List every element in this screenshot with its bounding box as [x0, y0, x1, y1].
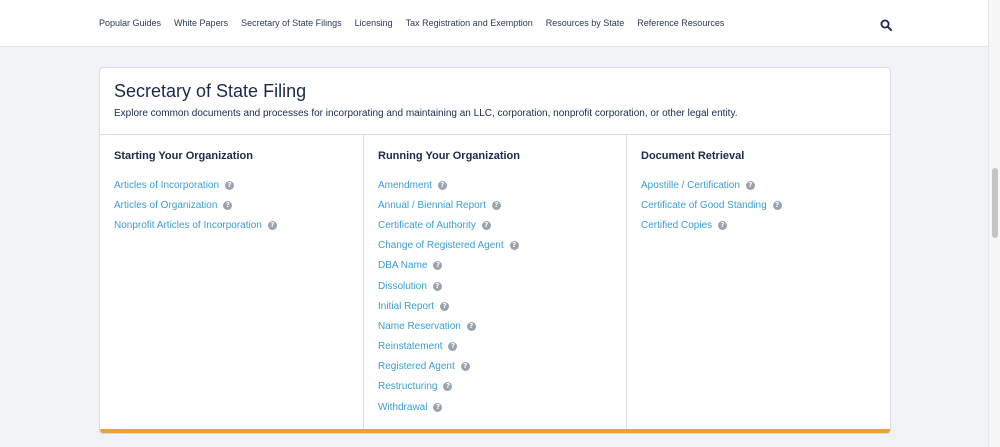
help-icon[interactable]: ?	[461, 362, 470, 371]
help-icon[interactable]: ?	[718, 221, 727, 230]
filing-link[interactable]: Articles of Organization	[114, 199, 218, 211]
list-item	[641, 195, 782, 215]
column-document-retrieval	[627, 135, 890, 431]
filing-link[interactable]: Restructuring	[378, 381, 438, 393]
filing-link[interactable]: Annual / Biennial Report	[378, 199, 486, 211]
filing-link[interactable]: DBA Name	[378, 260, 428, 272]
link-list	[641, 175, 782, 236]
filing-link[interactable]: Certificate of Good Standing	[641, 199, 767, 211]
list-item	[378, 337, 519, 357]
column-starting	[100, 135, 364, 431]
page-title: Secretary of State Filing	[114, 81, 307, 101]
list-item	[378, 175, 519, 195]
list-item	[378, 256, 519, 276]
nav-link-resources-by-state[interactable]: Resources by State	[545, 18, 625, 28]
link-list	[114, 175, 277, 236]
list-item	[378, 377, 519, 397]
column-heading: Document Retrieval	[641, 150, 745, 162]
list-item	[378, 357, 519, 377]
filing-card	[99, 67, 891, 434]
help-icon[interactable]: ?	[443, 382, 452, 391]
page-subtitle: Explore common documents and processes for incorporating and maintaining an LLC, corporation, nonprofit corporation, or other legal entity.	[114, 108, 738, 119]
nav-link-white-papers[interactable]: White Papers	[174, 18, 229, 28]
filing-link[interactable]: Amendment	[378, 179, 432, 191]
help-icon[interactable]: ?	[482, 221, 491, 230]
list-item	[114, 175, 277, 195]
link-list	[378, 175, 519, 417]
list-item	[378, 316, 519, 336]
filing-link[interactable]: Apostille / Certification	[641, 179, 740, 191]
page-scrollbar[interactable]	[988, 0, 1000, 447]
column-running	[364, 135, 627, 431]
help-icon[interactable]: ?	[440, 302, 449, 311]
list-item	[378, 296, 519, 316]
search-icon[interactable]	[880, 18, 892, 30]
filing-link[interactable]: Articles of Incorporation	[114, 179, 220, 191]
list-item	[378, 397, 519, 417]
help-icon[interactable]: ?	[438, 181, 447, 190]
list-item	[641, 175, 782, 195]
nav-links	[99, 18, 737, 28]
list-item	[378, 276, 519, 296]
nav-link-secretary-of-state-filings[interactable]: Secretary of State Filings	[241, 18, 342, 28]
filing-link[interactable]: Change of Registered Agent	[378, 240, 504, 252]
list-item	[378, 215, 519, 235]
filing-link[interactable]: Certificate of Authority	[378, 219, 476, 231]
list-item	[378, 195, 519, 215]
help-icon[interactable]: ?	[433, 403, 442, 412]
filing-link[interactable]: Withdrawal	[378, 401, 428, 413]
top-navigation	[0, 0, 988, 47]
help-icon[interactable]: ?	[223, 201, 232, 210]
help-icon[interactable]: ?	[746, 181, 755, 190]
help-icon[interactable]: ?	[467, 322, 476, 331]
filing-link[interactable]: Initial Report	[378, 300, 435, 312]
card-header	[100, 68, 890, 135]
nav-link-licensing[interactable]: Licensing	[354, 18, 393, 28]
card-accent-bar	[100, 429, 890, 433]
filing-link[interactable]: Registered Agent	[378, 361, 455, 373]
filing-link[interactable]: Nonprofit Articles of Incorporation	[114, 219, 262, 231]
help-icon[interactable]: ?	[433, 282, 442, 291]
filing-link[interactable]: Dissolution	[378, 280, 427, 292]
filing-link[interactable]: Certified Copies	[641, 219, 713, 231]
nav-link-reference-resources[interactable]: Reference Resources	[637, 18, 725, 28]
nav-link-popular-guides[interactable]: Popular Guides	[99, 18, 162, 28]
nav-link-tax-registration[interactable]: Tax Registration and Exemption	[405, 18, 533, 28]
list-item	[378, 236, 519, 256]
column-heading: Starting Your Organization	[114, 150, 253, 162]
column-heading: Running Your Organization	[378, 150, 520, 162]
help-icon[interactable]: ?	[510, 241, 519, 250]
help-icon[interactable]: ?	[225, 181, 234, 190]
help-icon[interactable]: ?	[433, 261, 442, 270]
list-item	[114, 195, 277, 215]
scrollbar-thumb[interactable]	[992, 168, 998, 238]
help-icon[interactable]: ?	[448, 342, 457, 351]
help-icon[interactable]: ?	[492, 201, 501, 210]
list-item	[641, 215, 782, 235]
help-icon[interactable]: ?	[268, 221, 277, 230]
filing-link[interactable]: Reinstatement	[378, 341, 443, 353]
help-icon[interactable]: ?	[773, 201, 782, 210]
filing-link[interactable]: Name Reservation	[378, 320, 461, 332]
list-item	[114, 215, 277, 235]
